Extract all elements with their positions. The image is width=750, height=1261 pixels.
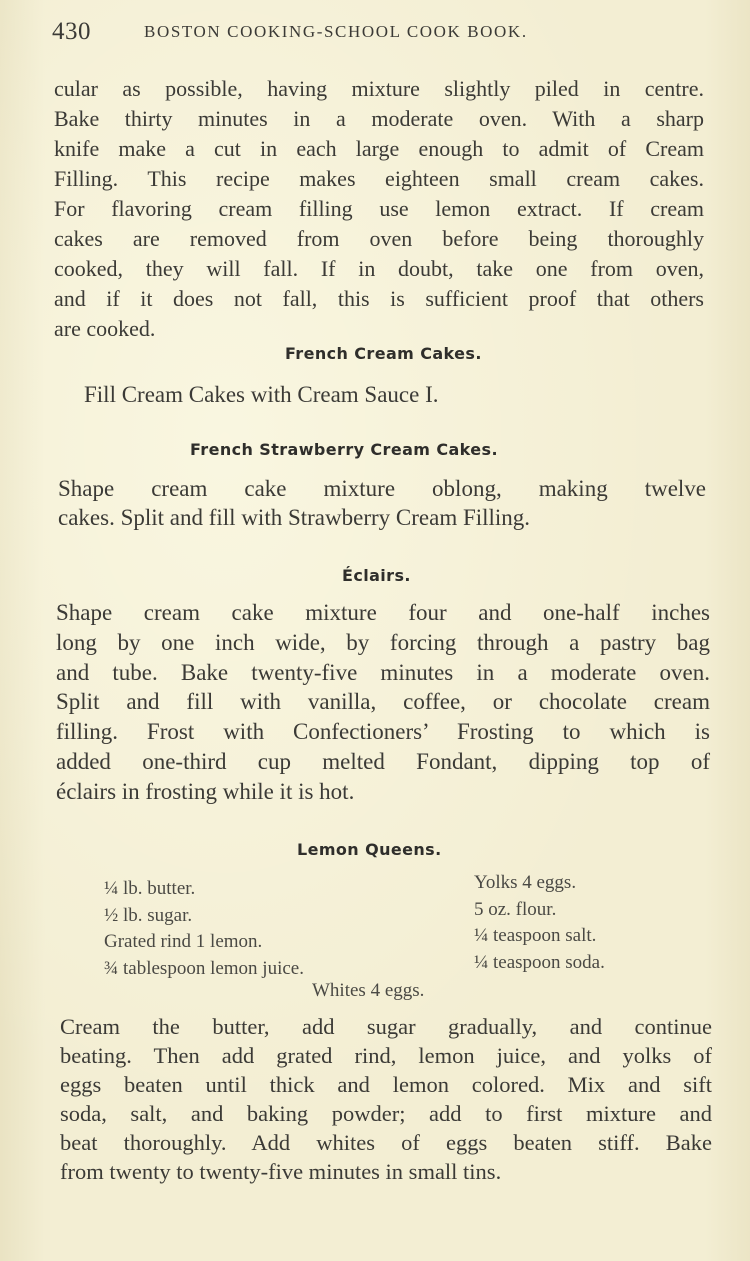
- text-line: beating. Then add grated rind, lemon juice, and yolks of: [60, 1043, 712, 1068]
- text-line: are cooked.: [54, 316, 156, 341]
- text-line: beat thoroughly. Add whites of eggs beaten stiff. Bake: [60, 1130, 712, 1155]
- ingredient-item: ¼ lb. butter.: [104, 878, 196, 899]
- ingredient-item: ¼ teaspoon soda.: [474, 951, 605, 973]
- book-title: BOSTON COOKING-SCHOOL COOK BOOK.: [144, 22, 528, 41]
- text-line: knife make a cut in each large enough to admit of Cream: [54, 136, 704, 161]
- page-number: 430: [52, 18, 91, 45]
- ingredient-item-centered: Whites 4 eggs.: [312, 980, 425, 1001]
- french-cream-cakes-text: [84, 380, 684, 410]
- paragraph-continued: [54, 74, 704, 344]
- text-line: Bake thirty minutes in a moderate oven. With a sharp: [54, 106, 704, 131]
- running-head: [52, 18, 652, 50]
- text-line: cakes are removed from oven before being thoroughly: [54, 226, 704, 251]
- text-line: cooked, they will fall. If in doubt, take one from oven,: [54, 256, 704, 281]
- ingredient-item: Grated rind 1 lemon.: [104, 931, 263, 952]
- ingredient-item: ¼ teaspoon salt.: [474, 925, 597, 946]
- text-line: cakes. Split and fill with Strawberry Cream Filling.: [58, 505, 531, 530]
- text-line: and tube. Bake twenty-five minutes in a moderate oven.: [56, 659, 710, 685]
- heading-french-cream-cakes: French Cream Cakes.: [285, 344, 482, 363]
- lemon-queens-text: [60, 1012, 712, 1186]
- text-line: Cream the butter, add sugar gradually, and continue: [60, 1014, 712, 1039]
- ingredient-item: Yolks 4 eggs.: [474, 872, 577, 893]
- text-line: Shape cream cake mixture oblong, making twelve: [58, 476, 706, 501]
- text-line: long by one inch wide, by forcing through a pastry bag: [56, 629, 710, 655]
- text-line: Fill Cream Cakes with Cream Sauce I.: [84, 382, 439, 407]
- text-line: eggs beaten until thick and lemon colored. Mix and sift: [60, 1072, 712, 1097]
- ingredient-item: ¾ tablespoon lemon juice.: [104, 957, 304, 979]
- text-line: Filling. This recipe makes eighteen small cream cakes.: [54, 166, 704, 191]
- text-line: filling. Frost with Confectioners’ Frosting to which is: [56, 719, 710, 745]
- text-line: cular as possible, having mixture slightly piled in centre.: [54, 76, 704, 101]
- heading-french-strawberry-cream-cakes: French Strawberry Cream Cakes.: [190, 440, 498, 459]
- heading-eclairs: Éclairs.: [342, 566, 411, 585]
- text-line: soda, salt, and baking powder; add to first mixture and: [60, 1101, 712, 1126]
- heading-lemon-queens: Lemon Queens.: [297, 840, 442, 859]
- text-line: from twenty to twenty-five minutes in small tins.: [60, 1159, 502, 1184]
- french-strawberry-cream-cakes-text: [58, 474, 706, 532]
- text-line: éclairs in frosting while it is hot.: [56, 778, 355, 804]
- ingredient-item: 5 oz. flour.: [474, 898, 557, 920]
- ingredients-right-column: [474, 870, 734, 976]
- text-line: Shape cream cake mixture four and one-half inches: [56, 600, 710, 625]
- ingredient-item: ½ lb. sugar.: [104, 904, 193, 926]
- text-line: and if it does not fall, this is sufficient proof that others: [54, 286, 704, 311]
- text-line: added one-third cup melted Fondant, dipping top of: [56, 748, 710, 774]
- text-line: Split and fill with vanilla, coffee, or chocolate cream: [56, 689, 710, 715]
- ingredients-left-column: [104, 876, 424, 982]
- eclairs-text: [56, 598, 710, 807]
- text-line: For flavoring cream filling use lemon extract. If cream: [54, 196, 704, 221]
